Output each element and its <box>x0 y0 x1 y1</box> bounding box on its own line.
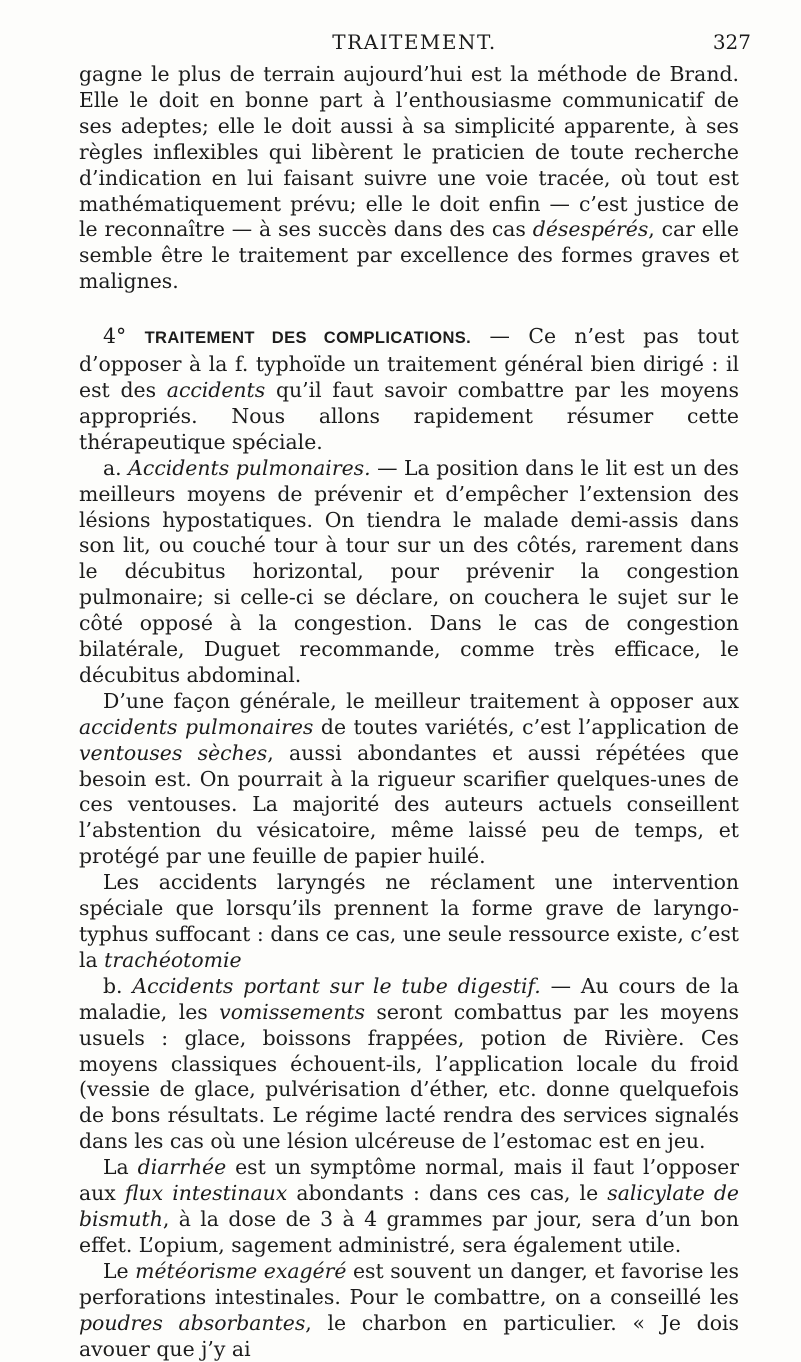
page-number: 327 <box>712 30 751 54</box>
text-run: seront combattus par les moyens usuels : glace, boissons frappées, potion de Rivière. Ces moyens classiques échouent-ils, l’application locale du froid (vessie de glace, pulvérisation d’éther, etc. donne quelquefois de bons résultats. Le régime lacté rendra des services signalés dans les cas où une lésion ulcéreuse de l’estomac est en jeu. <box>79 999 739 1154</box>
paragraph-meteorism <box>79 1259 739 1362</box>
text-run: est souvent un danger, et favorise les perforations intestinales. Pour le combattre, on a conseillé les <box>79 1258 740 1309</box>
subsection-letter: b. <box>103 973 133 998</box>
text-run: D’une façon générale, le meilleur traitement à opposer aux <box>103 688 739 713</box>
paragraph-digestive <box>79 974 739 1155</box>
italic-run: poudres absorbantes <box>79 1310 306 1335</box>
section-heading: TRAITEMENT DES COMPLICATIONS. <box>144 329 472 348</box>
italic-run: vomissements <box>219 999 366 1024</box>
text-run: — La position dans le lit est un des meilleurs moyens de prévenir et d’empêcher l’extension des lésions hypostatiques. On tiendra le malade demi-assis dans son lit, ou couché tour à tour sur un des côtés, rarement dans le décubitus horizontal, pour prévenir la congestion pulmonaire; si celle-ci se déclare, on couchera le sujet sur le côté opposé à la congestion. Dans le cas de congestion bilatérale, Duguet recommande, comme très efficace, le décubitus abdominal. <box>79 455 739 687</box>
paragraph-pulmonary <box>79 456 739 689</box>
italic-run: désespérés <box>532 217 649 242</box>
text-run: — Ce n’est pas tout d’opposer à la f. typhoïde un traitement général bien dirigé : il est des <box>79 324 739 402</box>
italic-run: diarrhée <box>137 1155 227 1180</box>
text-run: gagne le plus de terrain aujourd’hui est la méthode de Brand. Elle le doit en bonne part à l’enthousiasme communicatif de ses adeptes; elle le doit aussi à sa simplicité apparente, à ses règles inflexibles qui libèrent le praticien de toute recherche d’indication en lui faisant suivre une voie tracée, où tout est mathématiquement prévu; elle le doit enfin — c’est justice de le reconnaître — à ses succès dans des cas <box>79 62 739 242</box>
text-run: — Au cours de la maladie, les <box>79 973 739 1024</box>
body-text <box>79 62 739 1362</box>
italic-run: météorisme exagéré <box>135 1258 347 1283</box>
text-run: La <box>103 1155 138 1180</box>
section-gap <box>79 295 739 324</box>
section-number: 4° <box>103 324 127 349</box>
paragraph-diarrhea <box>79 1155 739 1259</box>
text-run: , le charbon en particulier. « Je dois avouer que j’y ai <box>79 1310 739 1361</box>
text-run: de toutes variétés, c’est l’application de <box>313 714 739 739</box>
italic-run: accidents <box>166 377 266 402</box>
italic-run: ventouses sèches <box>79 740 268 765</box>
paragraph-brand-method <box>79 62 739 295</box>
subsection-letter: a. <box>103 455 129 480</box>
paragraph-complications-heading <box>79 324 739 456</box>
subsection-title: Accidents portant sur le tube digestif. <box>132 973 541 998</box>
italic-run: flux intestinaux <box>124 1181 288 1206</box>
italic-run: trachéotomie <box>104 947 242 972</box>
italic-run: salicylate de bismuth <box>79 1181 739 1231</box>
text-run: , car elle semble être le traitement par excellence des formes graves et malignes. <box>79 217 739 294</box>
text-run: Le <box>103 1258 136 1283</box>
text-run: qu’il faut savoir combattre par les moyens appropriés. Nous allons rapidement résumer cette thérapeutique spéciale. <box>79 377 740 454</box>
paragraph-laryngeal <box>79 870 739 974</box>
text-run: Les accidents laryngés ne réclament une intervention spéciale que lorsqu’ils prennent la forme grave de laryngo-typhus suffocant : dans ce cas, une seule ressource existe, c’est la <box>79 870 739 972</box>
italic-run: accidents pulmonaires <box>79 714 314 739</box>
text-run: est un symptôme normal, mais il faut l’opposer aux <box>79 1155 739 1206</box>
paragraph-ventouses <box>79 689 739 870</box>
text-run: , aussi abondantes et aussi répétées que besoin est. On pourrait à la rigueur scarifier quelques-unes de ces ventouses. La majorité des auteurs actuels conseillent l’abstention du vésicatoire, même laissé peu de temps, et protégé par une feuille de papier huilé. <box>79 740 739 869</box>
running-title: TRAITEMENT. <box>332 30 497 54</box>
text-run: , à la dose de 3 à 4 grammes par jour, sera d’un bon effet. L’opium, sagement administré, sera également utile. <box>79 1206 739 1257</box>
text-run: abondants : dans ces cas, le <box>287 1181 608 1206</box>
page-header <box>0 22 801 62</box>
subsection-title: Accidents pulmonaires. <box>128 455 371 480</box>
